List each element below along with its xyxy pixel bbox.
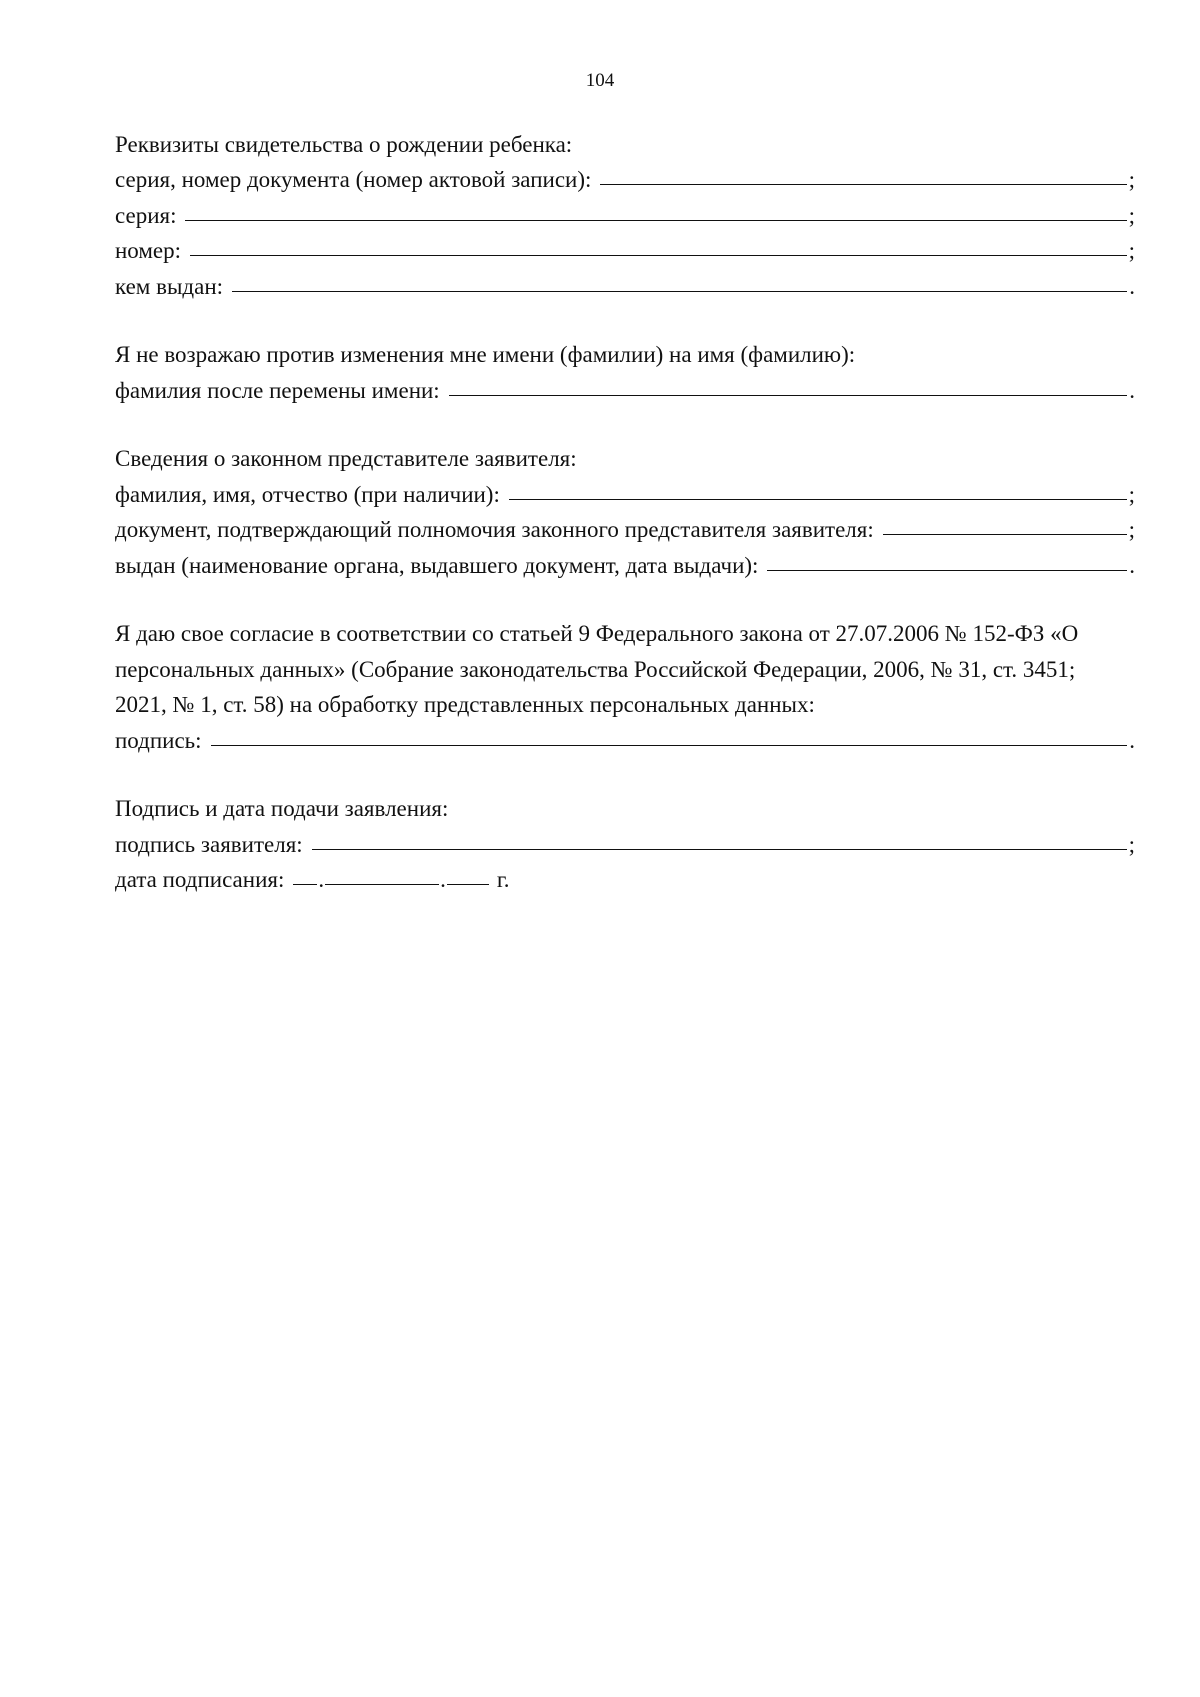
page-number: 104 [585, 70, 615, 91]
date-month-blank[interactable] [325, 883, 439, 885]
representative-heading: Сведения о законном представителе заявителя: [115, 446, 577, 471]
representative-section [115, 437, 1135, 579]
field-label: дата подписания: [115, 867, 285, 892]
consent-text-line-3 [115, 683, 1135, 719]
consent-text: Я даю свое согласие в соответствии со статьей 9 Федерального закона от 27.07.2006 № 152-ФЗ «О [115, 621, 1079, 646]
consent-signature-field[interactable] [115, 718, 1135, 754]
applicant-signature-field[interactable] [115, 822, 1135, 858]
year-suffix: г. [496, 867, 510, 892]
fill-in-line[interactable] [190, 254, 1127, 256]
surname-after-change-field[interactable] [115, 368, 1135, 404]
fill-in-line[interactable] [600, 183, 1126, 185]
fill-in-line[interactable] [767, 569, 1127, 571]
birth-certificate-heading: Реквизиты свидетельства о рождении ребенка: [115, 131, 573, 157]
field-end-punct: ; [1128, 481, 1135, 507]
field-end-punct: ; [1128, 202, 1135, 228]
signing-date-field[interactable] [115, 858, 1135, 894]
field-end-punct: . [1129, 727, 1135, 753]
fill-in-line[interactable] [883, 533, 1127, 535]
fill-in-line[interactable] [211, 744, 1128, 746]
field-end-punct: ; [1128, 831, 1135, 857]
field-label: фамилия, имя, отчество (при наличии): [115, 481, 500, 507]
date-separator: . [318, 867, 325, 892]
field-end-punct: . [1129, 273, 1135, 299]
name-change-section [115, 333, 1135, 404]
date-day-blank[interactable] [293, 883, 317, 885]
fill-in-line[interactable] [232, 290, 1127, 292]
name-change-heading: Я не возражаю против изменения мне имени (фамилии) на имя (фамилию): [115, 342, 856, 367]
certificate-series-field[interactable] [115, 193, 1135, 229]
consent-text: 2021, № 1, ст. 58) на обработку представленных персональных данных: [115, 692, 815, 717]
representative-document-issued-field[interactable] [115, 543, 1135, 579]
consent-section [115, 612, 1135, 754]
field-end-punct: ; [1128, 167, 1135, 192]
field-end-punct: . [1129, 552, 1135, 578]
representative-authority-document-field[interactable] [115, 508, 1135, 544]
certificate-series-number-field[interactable] [115, 158, 1135, 194]
representative-full-name-field[interactable] [115, 472, 1135, 508]
field-label: серия, номер документа (номер актовой записи): [115, 167, 592, 192]
date-year-blank[interactable] [447, 883, 489, 885]
field-label: серия: [115, 202, 177, 228]
field-label: документ, подтверждающий полномочия законного представителя заявителя: [115, 517, 874, 542]
form-content [115, 122, 1135, 893]
date-separator: . [440, 867, 446, 892]
consent-text-line-1 [115, 612, 1135, 648]
submission-section [115, 787, 1135, 894]
consent-text: персональных данных» (Собрание законодательства Российской Федерации, 2006, № 31, ст. 3451; [115, 656, 1076, 682]
birth-certificate-section [115, 122, 1135, 300]
field-label: выдан (наименование органа, выдавшего документ, дата выдачи): [115, 552, 759, 578]
field-label: подпись: [115, 727, 202, 753]
field-label: кем выдан: [115, 273, 224, 299]
fill-in-line[interactable] [509, 498, 1127, 500]
certificate-number-field[interactable] [115, 229, 1135, 265]
field-label: фамилия после перемены имени: [115, 377, 440, 403]
field-label: подпись заявителя: [115, 831, 303, 857]
fill-in-line[interactable] [185, 219, 1126, 221]
field-end-punct: . [1129, 377, 1135, 403]
fill-in-line[interactable] [312, 848, 1127, 850]
field-label: номер: [115, 238, 182, 263]
field-end-punct: ; [1128, 238, 1135, 263]
submission-heading: Подпись и дата подачи заявления: [115, 796, 449, 821]
field-end-punct: ; [1128, 517, 1135, 542]
consent-text-line-2 [115, 647, 1135, 683]
fill-in-line[interactable] [449, 394, 1128, 396]
certificate-issued-by-field[interactable] [115, 264, 1135, 300]
